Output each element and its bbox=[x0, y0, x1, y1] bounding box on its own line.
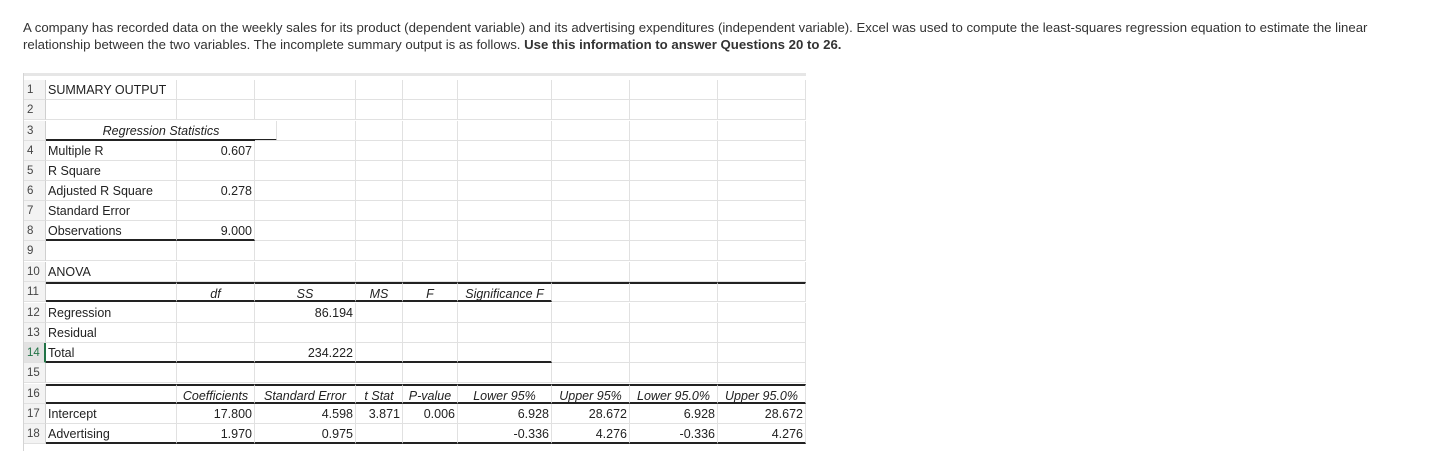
cell-h15[interactable] bbox=[552, 363, 630, 383]
cell-c8[interactable] bbox=[255, 221, 356, 241]
cell-j3[interactable] bbox=[718, 121, 806, 141]
cell-j10[interactable] bbox=[718, 262, 806, 282]
sheet-row-17 bbox=[24, 404, 806, 424]
cell-a15[interactable] bbox=[46, 363, 177, 383]
cell-d3[interactable] bbox=[356, 121, 403, 141]
cell-i11[interactable] bbox=[630, 282, 718, 302]
sheet-row-9 bbox=[24, 241, 806, 261]
row-number[interactable]: 12 bbox=[24, 303, 46, 323]
cell-b18[interactable]: 1.970 bbox=[177, 424, 255, 444]
row-number[interactable]: 3 bbox=[24, 121, 46, 141]
cell-a3[interactable]: Regression Statistics bbox=[46, 121, 277, 141]
row-number[interactable]: 2 bbox=[24, 100, 46, 120]
row-number[interactable]: 7 bbox=[24, 201, 46, 221]
cell-c13[interactable] bbox=[255, 323, 356, 343]
cell-h2[interactable] bbox=[552, 100, 630, 120]
cell-d1[interactable] bbox=[356, 80, 403, 100]
cell-f15[interactable] bbox=[458, 363, 552, 383]
cell-h8[interactable] bbox=[552, 221, 630, 241]
cell-a2[interactable] bbox=[46, 100, 177, 120]
cell-b12[interactable] bbox=[177, 303, 255, 323]
cell-d4[interactable] bbox=[356, 141, 403, 161]
cell-g18[interactable]: -0.336 bbox=[458, 424, 552, 444]
cell-f2[interactable] bbox=[458, 100, 552, 120]
sheet-row-16 bbox=[24, 384, 806, 404]
cell-d13[interactable] bbox=[356, 323, 403, 343]
cell-d11[interactable]: MS bbox=[356, 282, 403, 302]
cell-b8[interactable]: 9.000 bbox=[177, 221, 255, 241]
cell-f3[interactable] bbox=[458, 121, 552, 141]
cell-j13[interactable] bbox=[718, 323, 806, 343]
cell-e14[interactable] bbox=[403, 343, 458, 363]
cell-i10[interactable] bbox=[630, 262, 718, 282]
row-number[interactable]: 13 bbox=[24, 323, 46, 343]
row-number[interactable]: 4 bbox=[24, 141, 46, 161]
cell-h5[interactable] bbox=[552, 161, 630, 181]
cell-f5[interactable] bbox=[458, 161, 552, 181]
cell-i5[interactable] bbox=[630, 161, 718, 181]
cell-i17[interactable]: 6.928 bbox=[630, 404, 718, 424]
cell-a13[interactable]: Residual bbox=[46, 323, 177, 343]
cell-b17[interactable]: 17.800 bbox=[177, 404, 255, 424]
cell-e18[interactable] bbox=[403, 424, 458, 444]
cell-i3[interactable] bbox=[630, 121, 718, 141]
cell-h17[interactable]: 28.672 bbox=[552, 404, 630, 424]
intro-text: A company has recorded data on the weekly sales for its product (dependent variable) and its advertising expenditures (independent variable). Excel was used to compute the least-squares regression equation to estimate the linear relationship between the two variables. The incomplete summary output is as follows. bbox=[23, 20, 1368, 52]
cell-b6[interactable]: 0.278 bbox=[177, 181, 255, 201]
cell-f13[interactable] bbox=[458, 323, 552, 343]
cell-j1[interactable] bbox=[718, 80, 806, 100]
cell-i4[interactable] bbox=[630, 141, 718, 161]
row-number[interactable]: 10 bbox=[24, 262, 46, 282]
cell-e5[interactable] bbox=[403, 161, 458, 181]
sheet-row-15 bbox=[24, 363, 806, 383]
cell-e16[interactable]: P-value bbox=[403, 384, 458, 404]
cell-c1[interactable] bbox=[255, 80, 356, 100]
cell-e7[interactable] bbox=[403, 201, 458, 221]
cell-j6[interactable] bbox=[718, 181, 806, 201]
cell-b10[interactable] bbox=[177, 262, 255, 282]
sheet-row-14 bbox=[24, 343, 806, 363]
intro-bold-instruction: Use this information to answer Questions 20 to 26. bbox=[524, 36, 842, 52]
row-number[interactable]: 17 bbox=[24, 404, 46, 424]
cell-e11[interactable]: F bbox=[403, 282, 458, 302]
cell-c5[interactable] bbox=[255, 161, 356, 181]
cell-h13[interactable] bbox=[552, 323, 630, 343]
cell-a10[interactable]: ANOVA bbox=[46, 262, 177, 282]
column-header-strip bbox=[24, 73, 806, 76]
row-number[interactable]: 15 bbox=[24, 363, 46, 383]
row-number[interactable]: 6 bbox=[24, 181, 46, 201]
sheet-row-10 bbox=[24, 262, 806, 282]
cell-d9[interactable] bbox=[356, 241, 403, 261]
cell-a4[interactable]: Multiple R bbox=[46, 141, 177, 161]
cell-j8[interactable] bbox=[718, 221, 806, 241]
cell-j11[interactable] bbox=[718, 282, 806, 302]
cell-e12[interactable] bbox=[403, 303, 458, 323]
cell-d2[interactable] bbox=[356, 100, 403, 120]
cell-i2[interactable] bbox=[630, 100, 718, 120]
cell-e13[interactable] bbox=[403, 323, 458, 343]
row-number[interactable]: 16 bbox=[24, 384, 46, 404]
cell-e10[interactable] bbox=[403, 262, 458, 282]
cell-a6[interactable]: Adjusted R Square bbox=[46, 181, 177, 201]
cell-c18[interactable]: 0.975 bbox=[255, 424, 356, 444]
row-number[interactable]: 18 bbox=[24, 424, 46, 444]
cell-f6[interactable] bbox=[458, 181, 552, 201]
cell-a14[interactable]: Total bbox=[46, 343, 177, 363]
sheet-row-8 bbox=[24, 221, 806, 241]
cell-c17[interactable]: 4.598 bbox=[255, 404, 356, 424]
cell-a7[interactable]: Standard Error bbox=[46, 201, 177, 221]
cell-i9[interactable] bbox=[630, 241, 718, 261]
cell-g17[interactable]: 6.928 bbox=[458, 404, 552, 424]
cell-j4[interactable] bbox=[718, 141, 806, 161]
cell-b5[interactable] bbox=[177, 161, 255, 181]
cell-f10[interactable] bbox=[458, 262, 552, 282]
cell-c15[interactable] bbox=[255, 363, 356, 383]
sheet-row-7 bbox=[24, 201, 806, 221]
cell-a17[interactable]: Intercept bbox=[46, 404, 177, 424]
cell-f9[interactable] bbox=[458, 241, 552, 261]
cell-d12[interactable] bbox=[356, 303, 403, 323]
cell-h1[interactable] bbox=[552, 80, 630, 100]
cell-d17[interactable]: 3.871 bbox=[356, 404, 403, 424]
cell-e3[interactable] bbox=[403, 121, 458, 141]
cell-j9[interactable] bbox=[718, 241, 806, 261]
cell-h10[interactable] bbox=[552, 262, 630, 282]
cell-j15[interactable] bbox=[718, 363, 806, 383]
cell-b15[interactable] bbox=[177, 363, 255, 383]
cell-f7[interactable] bbox=[458, 201, 552, 221]
cell-f14[interactable] bbox=[458, 343, 552, 363]
cell-e4[interactable] bbox=[403, 141, 458, 161]
cell-h11[interactable] bbox=[552, 282, 630, 302]
cell-g16[interactable]: Lower 95% bbox=[458, 384, 552, 404]
cell-i14[interactable] bbox=[630, 343, 718, 363]
cell-c7[interactable] bbox=[255, 201, 356, 221]
row-number[interactable]: 14 bbox=[24, 343, 46, 363]
cell-e8[interactable] bbox=[403, 221, 458, 241]
cell-j7[interactable] bbox=[718, 201, 806, 221]
cell-i18[interactable]: -0.336 bbox=[630, 424, 718, 444]
cell-b7[interactable] bbox=[177, 201, 255, 221]
cell-a8[interactable]: Observations bbox=[46, 221, 177, 241]
cell-f11[interactable]: Significance F bbox=[458, 282, 552, 302]
cell-d5[interactable] bbox=[356, 161, 403, 181]
cell-j5[interactable] bbox=[718, 161, 806, 181]
sheet-row-5 bbox=[24, 161, 806, 181]
cell-d10[interactable] bbox=[356, 262, 403, 282]
cell-h12[interactable] bbox=[552, 303, 630, 323]
cell-i13[interactable] bbox=[630, 323, 718, 343]
row-number[interactable]: 11 bbox=[24, 282, 46, 302]
row-number[interactable]: 9 bbox=[24, 241, 46, 261]
cell-e2[interactable] bbox=[403, 100, 458, 120]
cell-e9[interactable] bbox=[403, 241, 458, 261]
cell-c6[interactable] bbox=[255, 181, 356, 201]
sheet-row-4 bbox=[24, 141, 806, 161]
cell-h16[interactable]: Upper 95% bbox=[552, 384, 630, 404]
question-intro bbox=[23, 20, 1408, 53]
sheet-row-11 bbox=[24, 282, 806, 302]
cell-b2[interactable] bbox=[177, 100, 255, 120]
sheet-row-1 bbox=[24, 80, 806, 100]
sheet-row-12 bbox=[24, 303, 806, 323]
cell-b14[interactable] bbox=[177, 343, 255, 363]
cell-c11[interactable]: SS bbox=[255, 282, 356, 302]
cell-d14[interactable] bbox=[356, 343, 403, 363]
cell-b9[interactable] bbox=[177, 241, 255, 261]
cell-h3[interactable] bbox=[552, 121, 630, 141]
cell-a11[interactable] bbox=[46, 282, 177, 302]
cell-h18[interactable]: 4.276 bbox=[552, 424, 630, 444]
cell-i16[interactable]: Lower 95.0% bbox=[630, 384, 718, 404]
cell-i8[interactable] bbox=[630, 221, 718, 241]
cell-c10[interactable] bbox=[255, 262, 356, 282]
cell-a5[interactable]: R Square bbox=[46, 161, 177, 181]
sheet-row-6 bbox=[24, 181, 806, 201]
cell-c4[interactable] bbox=[255, 141, 356, 161]
cell-a1[interactable]: SUMMARY OUTPUT bbox=[46, 80, 177, 100]
cell-c2[interactable] bbox=[255, 100, 356, 120]
cell-b4[interactable]: 0.607 bbox=[177, 141, 255, 161]
row-number[interactable]: 1 bbox=[24, 80, 46, 100]
cell-e1[interactable] bbox=[403, 80, 458, 100]
cell-d15[interactable] bbox=[356, 363, 403, 383]
cell-j12[interactable] bbox=[718, 303, 806, 323]
cell-b1[interactable] bbox=[177, 80, 255, 100]
row-number[interactable]: 8 bbox=[24, 221, 46, 241]
cell-h14[interactable] bbox=[552, 343, 630, 363]
cell-b13[interactable] bbox=[177, 323, 255, 343]
sheet-row-2 bbox=[24, 100, 806, 120]
cell-a18[interactable]: Advertising bbox=[46, 424, 177, 444]
cell-j14[interactable] bbox=[718, 343, 806, 363]
cell-f4[interactable] bbox=[458, 141, 552, 161]
cell-h6[interactable] bbox=[552, 181, 630, 201]
cell-c9[interactable] bbox=[255, 241, 356, 261]
cell-f1[interactable] bbox=[458, 80, 552, 100]
cell-j17[interactable]: 28.672 bbox=[718, 404, 806, 424]
cell-f8[interactable] bbox=[458, 221, 552, 241]
spreadsheet bbox=[23, 73, 807, 451]
cell-j18[interactable]: 4.276 bbox=[718, 424, 806, 444]
cell-e6[interactable] bbox=[403, 181, 458, 201]
cell-h9[interactable] bbox=[552, 241, 630, 261]
cell-i7[interactable] bbox=[630, 201, 718, 221]
cell-a16[interactable] bbox=[46, 384, 177, 404]
sheet-row-18 bbox=[24, 424, 806, 444]
cell-d6[interactable] bbox=[356, 181, 403, 201]
cell-e17[interactable]: 0.006 bbox=[403, 404, 458, 424]
cell-i15[interactable] bbox=[630, 363, 718, 383]
cell-h7[interactable] bbox=[552, 201, 630, 221]
cell-i1[interactable] bbox=[630, 80, 718, 100]
cell-j16[interactable]: Upper 95.0% bbox=[718, 384, 806, 404]
cell-c16[interactable]: Standard Error bbox=[255, 384, 356, 404]
cell-d7[interactable] bbox=[356, 201, 403, 221]
cell-h4[interactable] bbox=[552, 141, 630, 161]
cell-c3[interactable] bbox=[255, 121, 356, 141]
row-number[interactable]: 5 bbox=[24, 161, 46, 181]
cell-c12[interactable]: 86.194 bbox=[255, 303, 356, 323]
cell-d8[interactable] bbox=[356, 221, 403, 241]
cell-f12[interactable] bbox=[458, 303, 552, 323]
cell-e15[interactable] bbox=[403, 363, 458, 383]
cell-d18[interactable] bbox=[356, 424, 403, 444]
cell-c14[interactable]: 234.222 bbox=[255, 343, 356, 363]
cell-i6[interactable] bbox=[630, 181, 718, 201]
sheet-row-3 bbox=[24, 121, 806, 141]
cell-b11[interactable]: df bbox=[177, 282, 255, 302]
cell-a12[interactable]: Regression bbox=[46, 303, 177, 323]
sheet-row-13 bbox=[24, 323, 806, 343]
cell-j2[interactable] bbox=[718, 100, 806, 120]
cell-b16[interactable]: Coefficients bbox=[177, 384, 255, 404]
cell-d16[interactable]: t Stat bbox=[356, 384, 403, 404]
cell-i12[interactable] bbox=[630, 303, 718, 323]
cell-a9[interactable] bbox=[46, 241, 177, 261]
